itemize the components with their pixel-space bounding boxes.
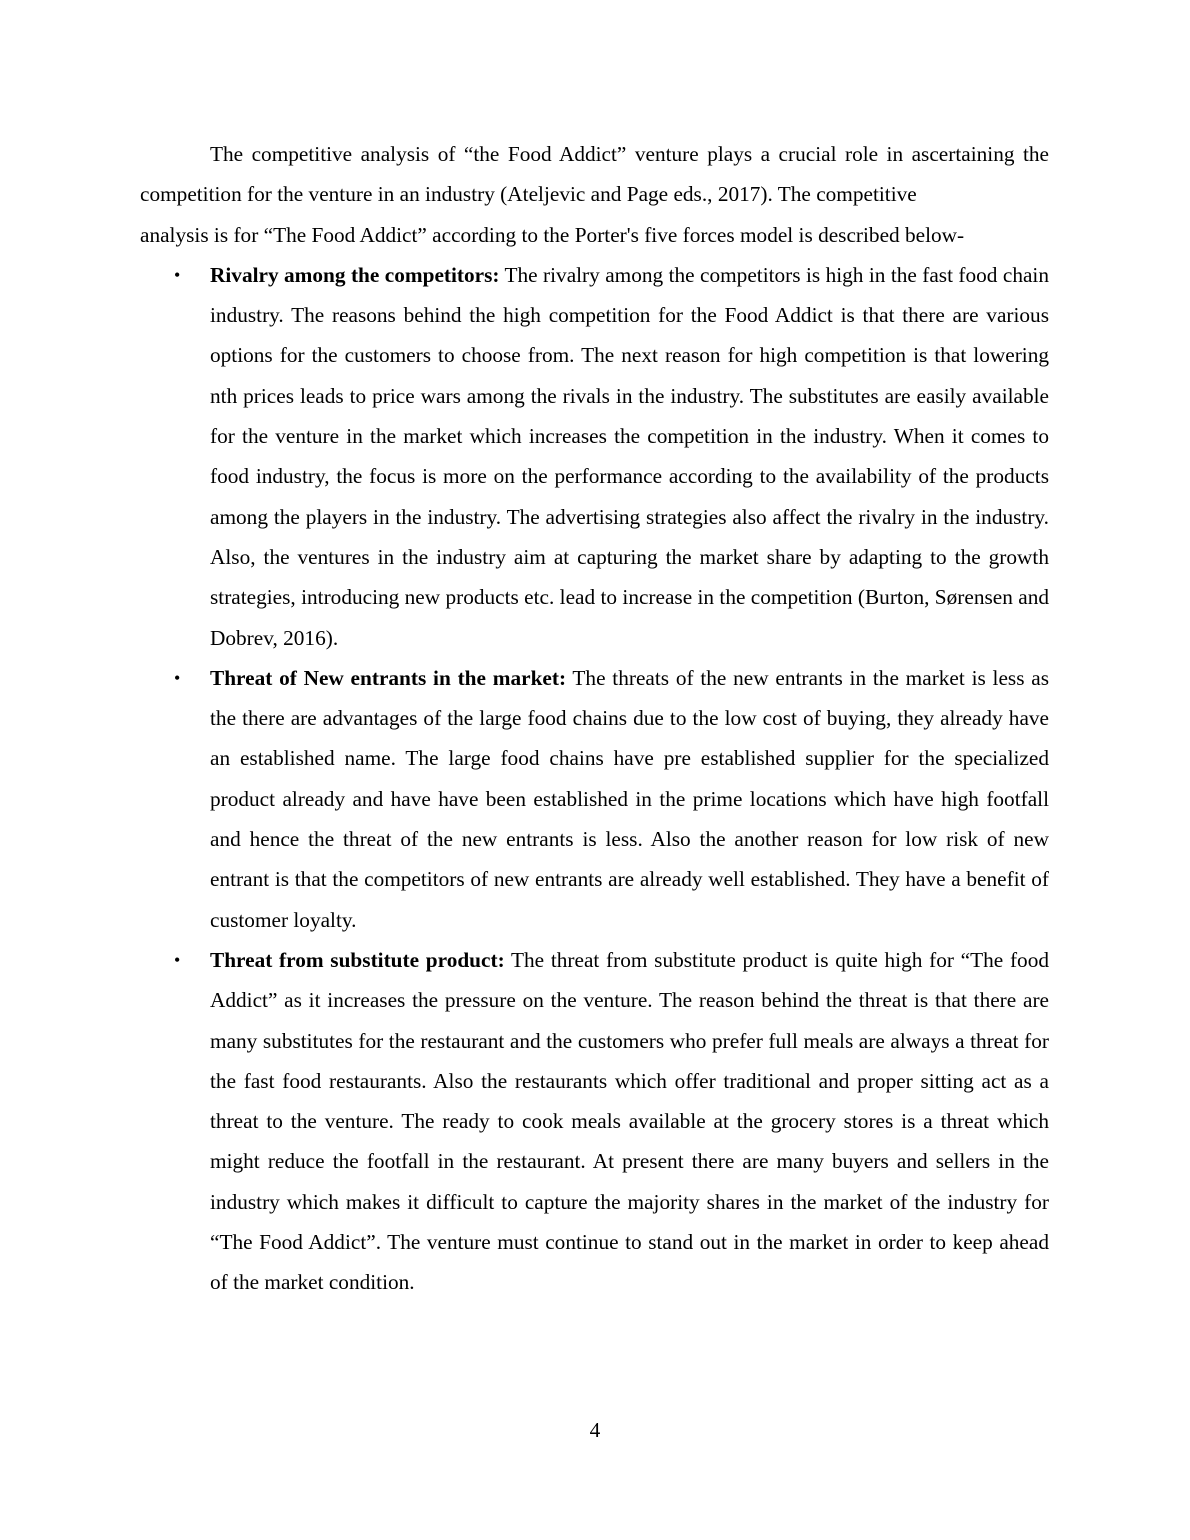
rivalry-heading: Rivalry among the competitors:	[210, 262, 500, 287]
list-item-rivalry	[140, 255, 1049, 658]
intro-paragraph: The competitive analysis of “the Food Addict” venture plays a crucial role in ascertaining the competition for the venture in an industry (Ateljevic and Page eds., 2017). The competitive	[140, 142, 1049, 207]
list-item-substitutes	[140, 940, 1049, 1303]
substitutes-text: The threat from substitute product is quite high for “The food Addict” as it increases the pressure on the venture. The reason behind the threat is that there are many substitutes for the restaurant and the customers who prefer full meals are always a threat for the fast food restaurants. Also the restaurants which offer traditional and proper sitting act as a threat to the venture. The ready to cook meals available at the grocery stores is a threat which might reduce the footfall in the restaurant. At present there are many buyers and sellers in the industry which makes it difficult to capture the majority shares in the market of the industry for “The Food Addict”. The venture must continue to stand out in the market in order to keep ahead of the market condition.	[210, 947, 1049, 1295]
bullet-icon: •	[174, 264, 181, 285]
rivalry-text: The rivalry among the competitors is high in the fast food chain industry. The reasons behind the high competition for the Food Addict is that there are various options for the customers to choose from. The next reason for high competition is that lowering nth prices leads to price wars among the rivals in the industry. The substitutes are easily available for the venture in the market which increases the competition in the industry. When it comes to food industry, the focus is more on the performance according to the availability of the products among the players in the industry. The advertising strategies also affect the rivalry in the industry. Also, the ventures in the industry aim at capturing the market share by adapting to the growth strategies, introducing new products etc. lead to increase in the competition (Burton, Sørensen and Dobrev, 2016).	[210, 262, 1049, 650]
bullet-icon: •	[174, 667, 181, 688]
bullet-icon: •	[174, 949, 181, 970]
page-number: 4	[589, 1418, 601, 1442]
page-body	[140, 134, 1049, 1303]
new-entrants-heading: Threat of New entrants in the market:	[210, 665, 567, 690]
substitutes-heading: Threat from substitute product:	[210, 947, 505, 972]
new-entrants-text: The threats of the new entrants in the market is less as the there are advantages of the large food chains due to the low cost of buying, they already have an established name. The large food chains have pre established supplier for the specialized product already and have have been established in the prime locations which have high footfall and hence the threat of the new entrants is less. Also the another reason for low risk of new entrant is that the competitors of new entrants are already well established. They have a benefit of customer loyalty.	[210, 665, 1049, 932]
porter-forces-list	[140, 255, 1049, 1303]
intro-paragraph-end: analysis is for “The Food Addict” according to the Porter's five forces model is described below-	[140, 222, 965, 247]
list-item-new-entrants	[140, 658, 1049, 940]
